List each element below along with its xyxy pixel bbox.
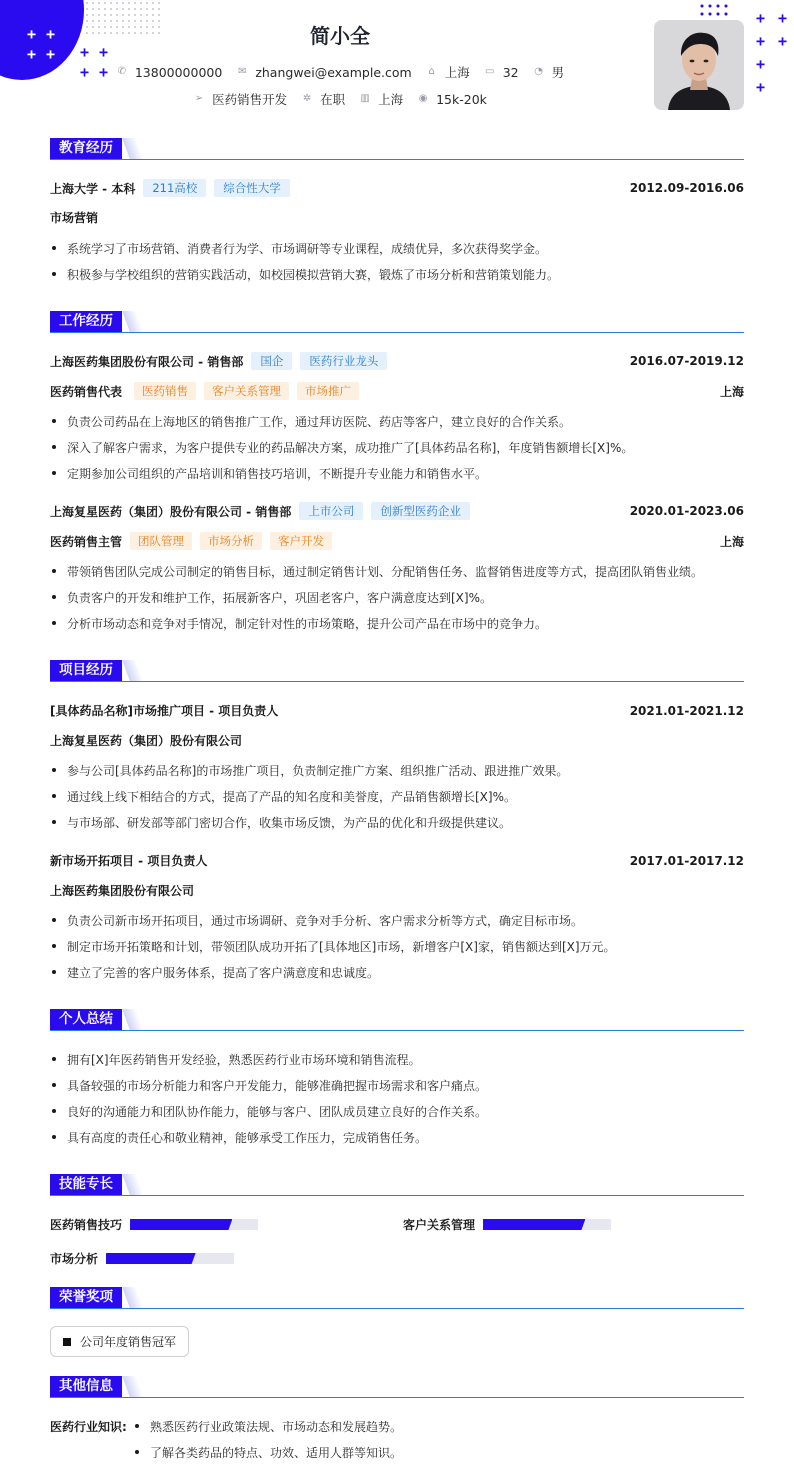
decor-plus-icon: +: [778, 32, 788, 50]
decor-plus-icon: +: [756, 78, 766, 96]
work-bullet: 负责公司药品在上海地区的销售推广工作，通过拜访医院、药店等客户，建立良好的合作关系。: [50, 413, 744, 430]
gender-text: 男: [551, 65, 565, 80]
building-icon: ▥: [360, 93, 370, 104]
education-date: 2012.09-2016.06: [629, 181, 744, 195]
education-school: 上海大学 - 本科: [50, 181, 136, 196]
section-title-shade: [122, 660, 144, 681]
education-major-row: [50, 209, 744, 226]
summary-bullet: 具有高度的责任心和敬业精神，能够承受工作压力，完成销售任务。: [50, 1129, 744, 1146]
project-company-row: [50, 732, 744, 749]
section-skills-title: 技能专长: [50, 1174, 122, 1195]
summary-bullet: 拥有[X]年医药销售开发经验，熟悉医药行业市场环境和销售流程。: [50, 1051, 744, 1068]
section-skills: [50, 1174, 744, 1196]
section-title-shade: [122, 138, 144, 159]
salary-item: [417, 92, 487, 107]
work-company: 上海医药集团股份有限公司 - 销售部: [50, 354, 244, 369]
project-title: [具体药品名称]市场推广项目 - 项目负责人: [50, 704, 279, 718]
work-header: [50, 502, 744, 520]
job-intent-row: [0, 90, 680, 108]
work-tag: 创新型医药企业: [371, 502, 470, 520]
avatar-portrait: [654, 20, 744, 110]
project-bullet: 通过线上线下相结合的方式，提高了产品的知名度和美誉度，产品销售额增长[X]%。: [50, 788, 744, 805]
salary-text: 15k-20k: [436, 91, 487, 107]
resume-name: 简小全: [310, 24, 370, 48]
square-bullet-icon: [63, 1338, 71, 1346]
decor-plus-icon: +: [756, 32, 766, 50]
decor-plus-icon: +: [80, 63, 90, 81]
city-item: [426, 63, 470, 81]
skill-bar: [106, 1253, 234, 1264]
age-item: [484, 65, 519, 80]
work-date: 2020.01-2023.06: [629, 504, 744, 518]
project-title: 新市场开拓项目 - 项目负责人: [50, 854, 208, 868]
other-bullet: 了解各类药品的特点、功效、适用人群等知识。: [133, 1444, 733, 1461]
work-role-row: [50, 532, 744, 550]
phone-item: [116, 65, 222, 80]
section-project-title: 项目经历: [50, 660, 122, 681]
section-title-shade: [122, 1174, 144, 1195]
skill-name: 市场分析: [50, 1252, 99, 1266]
education-bullet: 积极参与学校组织的营销实践活动，如校园模拟营销大赛，锻炼了市场分析和营销策划能力。: [50, 266, 744, 283]
profile-photo: [654, 20, 744, 110]
decor-plus-icon: +: [80, 43, 90, 61]
section-awards: [50, 1287, 744, 1309]
role-tag: 客户关系管理: [204, 382, 289, 400]
decor-plus-icon: +: [27, 25, 37, 43]
decor-plus-icon: +: [99, 43, 109, 61]
skill-bar-fill: [106, 1253, 196, 1264]
summary-bullet: 良好的沟通能力和团队协作能力，能够与客户、团队成员建立良好的合作关系。: [50, 1103, 744, 1120]
project-date: 2021.01-2021.12: [629, 703, 744, 718]
award-text: 公司年度销售冠军: [80, 1335, 177, 1349]
education-bullet: 系统学习了市场营销、消费者行为学、市场调研等专业课程，成绩优异，多次获得奖学金。: [50, 240, 744, 257]
work-header: [50, 352, 744, 370]
education-header: [50, 179, 744, 197]
skill-bar-fill: [483, 1219, 585, 1230]
gender-icon: ◔: [534, 66, 543, 77]
expected-city-text: 上海: [378, 92, 404, 107]
work-bullet: 定期参加公司组织的产品培训和销售技巧培训，不断提升专业能力和销售水平。: [50, 465, 744, 482]
home-icon: ⌂: [428, 66, 435, 77]
work-location: 上海: [719, 384, 744, 399]
status-icon: ✲: [302, 93, 312, 104]
education-tag: 综合性大学: [214, 179, 290, 197]
status-text: 在职: [320, 92, 346, 107]
other-label: 医药行业知识:: [50, 1420, 127, 1434]
work-bullet: 分析市场动态和竞争对手情况，制定针对性的市场策略，提升公司产品在市场中的竞争力。: [50, 615, 744, 632]
city-text: 上海: [444, 65, 470, 80]
section-other-title: 其他信息: [50, 1376, 122, 1397]
work-tag: 上市公司: [299, 502, 363, 520]
project-bullet: 与市场部、研发部等部门密切合作，收集市场反馈，为产品的优化和升级提供建议。: [50, 814, 744, 831]
cake-icon: ▭: [484, 66, 495, 77]
work-bullet: 负责客户的开发和维护工作，拓展新客户，巩固老客户，客户满意度达到[X]%。: [50, 589, 744, 606]
section-title-shade: [122, 1376, 144, 1397]
status-item: [301, 90, 345, 108]
skill-bar: [130, 1219, 258, 1230]
project-header: [50, 702, 744, 719]
project-bullet: 建立了完善的客户服务体系，提高了客户满意度和忠诚度。: [50, 964, 744, 981]
skill-bar: [483, 1219, 611, 1230]
send-icon: ➢: [194, 93, 204, 104]
role-tag: 市场分析: [200, 532, 262, 550]
job-title-item: [193, 90, 287, 108]
email-item: [236, 65, 411, 80]
role-tag: 团队管理: [130, 532, 192, 550]
job-title-text: 医药销售开发: [212, 92, 288, 107]
section-title-shade: [122, 1009, 144, 1030]
skill-name: 客户关系管理: [403, 1218, 476, 1232]
skill-bar-fill: [130, 1219, 232, 1230]
decor-plus-icon: +: [46, 25, 56, 43]
coin-icon: ◉: [418, 93, 428, 104]
gender-item: [533, 63, 565, 81]
decor-plus-icon: +: [46, 45, 56, 63]
project-company-row: [50, 882, 744, 899]
section-title-shade: [122, 311, 144, 332]
other-bullet: 熟悉医药行业政策法规、市场动态和发展趋势。: [133, 1418, 733, 1435]
skill-name: 医药销售技巧: [50, 1218, 123, 1232]
section-education: [50, 138, 744, 160]
award-chip: [50, 1326, 189, 1357]
skill-item: [403, 1216, 611, 1233]
section-awards-title: 荣誉奖项: [50, 1287, 122, 1308]
section-other: [50, 1376, 744, 1398]
section-work: [50, 311, 744, 333]
section-project: [50, 660, 744, 682]
work-date: 2016.07-2019.12: [629, 354, 744, 368]
section-summary: [50, 1009, 744, 1031]
decor-plus-icon: +: [27, 45, 37, 63]
work-location: 上海: [719, 534, 744, 549]
work-bullet: 深入了解客户需求，为客户提供专业的药品解决方案，成功推广了[具体药品名称]，年度销售额增长[X]%。: [50, 439, 744, 456]
age-text: 32: [502, 64, 519, 80]
phone-icon: ✆: [117, 66, 127, 77]
decor-plus-icon: +: [756, 55, 766, 73]
section-work-title: 工作经历: [50, 311, 122, 332]
project-bullet: 制定市场开拓策略和计划，带领团队成功开拓了[具体地区]市场，新增客户[X]家，销售额达到[X]万元。: [50, 938, 744, 955]
work-role: 医药销售主管: [50, 534, 123, 549]
role-tag: 客户开发: [270, 532, 332, 550]
mail-icon: ✉: [238, 66, 247, 77]
education-major: 市场营销: [50, 211, 99, 225]
decor-plus-icon: +: [756, 9, 766, 27]
decor-plus-icon: +: [778, 9, 788, 27]
phone-text: 13800000000: [134, 64, 223, 80]
work-bullet: 带领销售团队完成公司制定的销售目标，通过制定销售计划、分配销售任务、监督销售进度等方式，提高团队销售业绩。: [50, 563, 744, 580]
education-tag: 211高校: [143, 179, 206, 197]
section-summary-title: 个人总结: [50, 1009, 122, 1030]
project-bullet: 参与公司[具体药品名称]的市场推广项目，负责制定推广方案、组织推广活动、跟进推广效果。: [50, 762, 744, 779]
work-role-row: [50, 382, 744, 400]
project-bullet: 负责公司新市场开拓项目，通过市场调研、竞争对手分析、客户需求分析等方式，确定目标市场。: [50, 912, 744, 929]
contact-row: [0, 63, 680, 81]
role-tag: 市场推广: [297, 382, 359, 400]
project-date: 2017.01-2017.12: [629, 853, 744, 868]
work-role: 医药销售代表: [50, 384, 123, 399]
email-text: zhangwei@example.com: [255, 64, 412, 80]
expected-city-item: [359, 90, 403, 108]
project-company: 上海复星医药（集团）股份有限公司: [50, 734, 243, 748]
section-title-shade: [122, 1287, 144, 1308]
project-header: [50, 852, 744, 869]
skill-item: [50, 1250, 234, 1267]
decor-plus-icon: +: [99, 63, 109, 81]
work-tag: 医药行业龙头: [300, 352, 387, 370]
summary-bullet: 具备较强的市场分析能力和客户开发能力，能够准确把握市场需求和客户痛点。: [50, 1077, 744, 1094]
section-education-title: 教育经历: [50, 138, 122, 159]
skill-item: [50, 1216, 258, 1233]
project-company: 上海医药集团股份有限公司: [50, 884, 195, 898]
role-tag: 医药销售: [134, 382, 196, 400]
work-company: 上海复星医药（集团）股份有限公司 - 销售部: [50, 504, 292, 519]
work-tag: 国企: [251, 352, 292, 370]
